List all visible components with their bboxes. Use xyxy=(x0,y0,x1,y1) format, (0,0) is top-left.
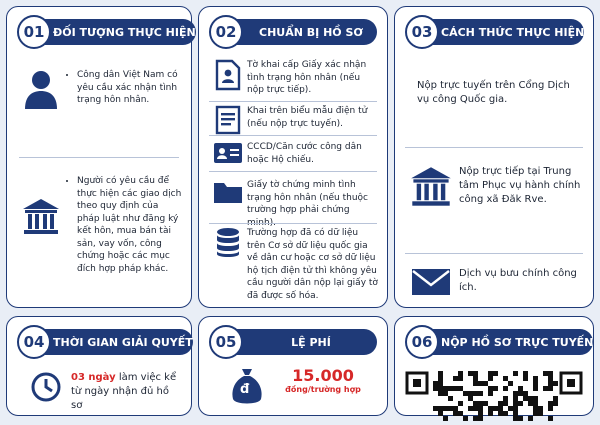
card-header xyxy=(17,17,196,47)
divider xyxy=(209,171,377,172)
item-text: Tờ khai cấp Giấy xác nhận tình trạng hôn nhân (nếu nộp trực tiếp). xyxy=(247,60,367,95)
card-header xyxy=(17,327,193,357)
item-text: • Công dân Việt Nam có yêu cầu xác nhận tình trạng hôn nhân. xyxy=(77,69,183,107)
time-rest: làm việc kể từ ngày nhận đủ hồ sơ xyxy=(71,372,177,411)
person-icon xyxy=(17,69,65,111)
divider xyxy=(209,135,377,136)
clock-icon xyxy=(21,371,71,403)
section-title: CHUẨN BỊ HỒ SƠ xyxy=(233,19,377,45)
fee-amount: 15.000 xyxy=(292,366,354,385)
list-item xyxy=(403,267,589,297)
list-item xyxy=(209,141,381,166)
section-number: 04 xyxy=(17,325,51,359)
card-cach-thuc xyxy=(394,6,594,308)
currency-symbol: đ xyxy=(240,382,250,397)
section-number: 02 xyxy=(209,15,243,49)
list-item xyxy=(21,371,187,413)
divider xyxy=(405,253,583,254)
bank-icon xyxy=(17,175,65,237)
divider xyxy=(405,147,583,148)
section-title: CÁCH THỨC THỰC HIỆN xyxy=(429,19,584,45)
item-text: Nộp trực tuyến trên Cổng Dịch vụ công Quốc gia. xyxy=(417,80,570,105)
document-icon xyxy=(209,105,247,135)
item-text: Nộp trực tiếp tại Trung tâm Phục vụ hành chính công xã Đăk Rve. xyxy=(459,166,581,205)
list-item xyxy=(209,105,381,135)
fee-unit: đồng/trường hợp xyxy=(285,385,361,394)
time-highlight: 03 ngày xyxy=(71,372,116,383)
card-chuan-bi-ho-so xyxy=(198,6,388,308)
bank-icon xyxy=(403,165,459,209)
card-nop-truc-tuyen xyxy=(394,316,594,416)
item-text: Dịch vụ bưu chính công ích. xyxy=(459,268,577,293)
database-icon xyxy=(209,227,247,259)
list-item xyxy=(209,59,381,97)
list-item xyxy=(209,179,381,229)
section-title: NỘP HỒ SƠ TRỰC TUYẾN xyxy=(429,329,593,355)
divider xyxy=(19,157,179,158)
folder-icon xyxy=(209,179,247,205)
item-text xyxy=(71,371,181,413)
list-item xyxy=(403,79,589,107)
document-icon xyxy=(209,59,247,91)
section-title: LỆ PHÍ xyxy=(233,329,377,355)
list-item xyxy=(17,69,185,111)
id-card-icon xyxy=(209,141,247,165)
item-text: Giấy tờ chứng minh tình trạng hôn nhân (nếu thuộc trường hợp phải chứng xyxy=(247,180,368,215)
fee-block xyxy=(273,367,373,395)
envelope-icon xyxy=(403,267,459,297)
list-item xyxy=(221,367,381,407)
section-title: ĐỐI TƯỢNG THỰC HIỆN xyxy=(41,19,196,45)
card-header xyxy=(209,327,377,357)
card-doi-tuong xyxy=(6,6,196,308)
list-item xyxy=(17,175,185,275)
section-number: 03 xyxy=(405,15,439,49)
item-text: • Người có yêu cầu để thực hiện các giao dịch theo quy định của pháp luật như đăng ký kết hôn, mua bán tài sản, vay vốn, công chứng hoặc các mục đích hợp pháp khác. xyxy=(77,175,183,275)
list-item xyxy=(209,227,381,302)
card-header xyxy=(405,327,594,357)
section-number: 05 xyxy=(209,325,243,359)
section-number: 06 xyxy=(405,325,439,359)
list-item xyxy=(403,165,589,209)
qr-code-icon[interactable] xyxy=(405,371,585,421)
section-number: 01 xyxy=(17,15,51,49)
card-le-phi xyxy=(198,316,388,416)
card-header xyxy=(405,17,583,47)
money-bag-icon xyxy=(221,367,273,407)
card-thoi-gian xyxy=(6,316,192,416)
divider xyxy=(209,101,377,102)
divider xyxy=(209,223,377,224)
item-text: Trường hợp đã có dữ liệu trên Cơ sở dữ liệu quốc gia về dân cư hoặc cơ sở dữ liệu hộ tịch điện tử thì không yêu cầu người dân nộp lại giấy tờ đã được số hóa. xyxy=(247,228,378,301)
card-header xyxy=(209,17,377,47)
item-text: CCCD/Căn cước công dân hoặc Hộ chiếu. xyxy=(247,142,362,165)
item-text: Khai trên biểu mẫu điện tử (nếu nộp trực tuyến). xyxy=(247,106,368,129)
section-title: THỜI GIAN GIẢI QUYẾT xyxy=(41,329,193,355)
